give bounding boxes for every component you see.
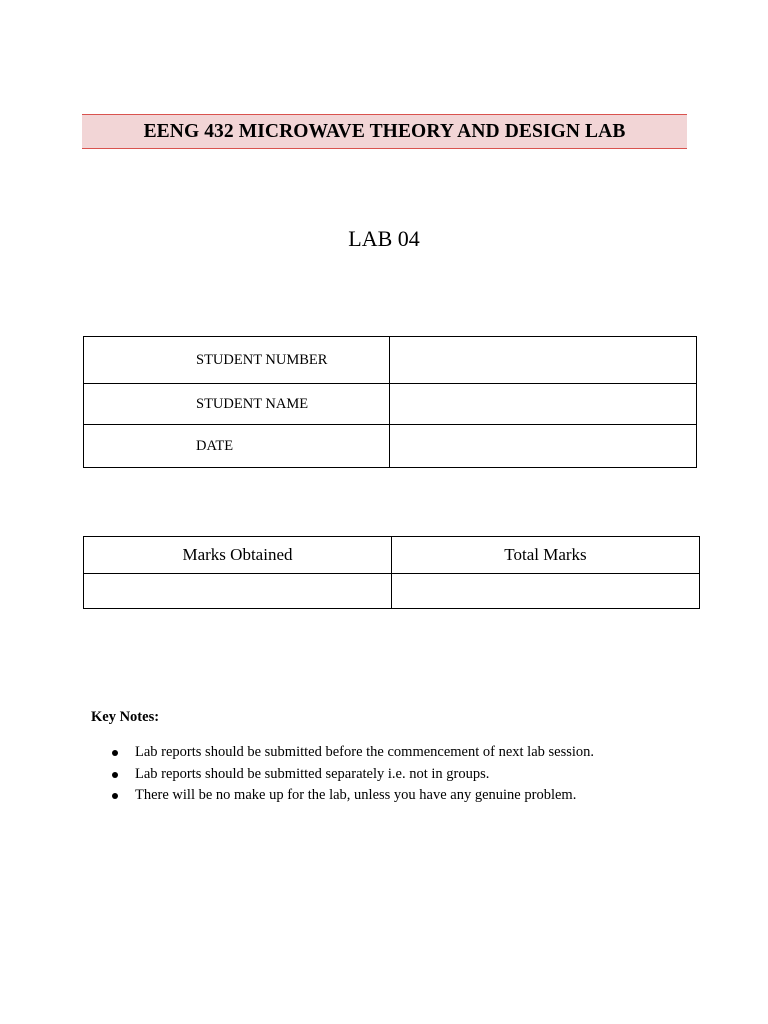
date-label: DATE <box>84 425 390 468</box>
list-item <box>110 742 594 764</box>
lab-title: LAB 04 <box>348 226 420 251</box>
bullet-icon <box>112 772 118 778</box>
key-notes-list <box>110 742 594 807</box>
student-name-field[interactable] <box>390 384 697 425</box>
note-text: Lab reports should be submitted before the commencement of next lab session. <box>135 744 595 760</box>
student-number-field[interactable] <box>390 337 697 384</box>
total-marks-header: Total Marks <box>392 537 700 574</box>
marks-obtained-header: Marks Obtained <box>84 537 392 574</box>
table-header-row <box>84 537 700 574</box>
table-row <box>84 574 700 609</box>
table-row <box>84 425 697 468</box>
bullet-icon <box>112 793 118 799</box>
total-marks-field[interactable] <box>392 574 700 609</box>
table-row <box>84 337 697 384</box>
note-text: Lab reports should be submitted separately i.e. not in groups. <box>135 765 490 782</box>
student-number-label: STUDENT NUMBER <box>84 337 390 384</box>
student-name-label: STUDENT NAME <box>84 384 390 425</box>
date-field[interactable] <box>390 425 697 468</box>
marks-table <box>83 536 700 609</box>
list-item <box>110 764 594 786</box>
marks-obtained-field[interactable] <box>84 574 392 609</box>
list-item <box>110 785 594 807</box>
course-title-banner <box>82 114 687 149</box>
course-title: EENG 432 MICROWAVE THEORY AND DESIGN LAB <box>143 120 626 142</box>
table-row <box>84 384 697 425</box>
bullet-icon <box>112 750 118 756</box>
key-notes-title: Key Notes: <box>91 709 160 725</box>
student-info-table <box>83 336 697 468</box>
note-text: There will be no make up for the lab, unless you have any genuine problem. <box>135 787 577 803</box>
